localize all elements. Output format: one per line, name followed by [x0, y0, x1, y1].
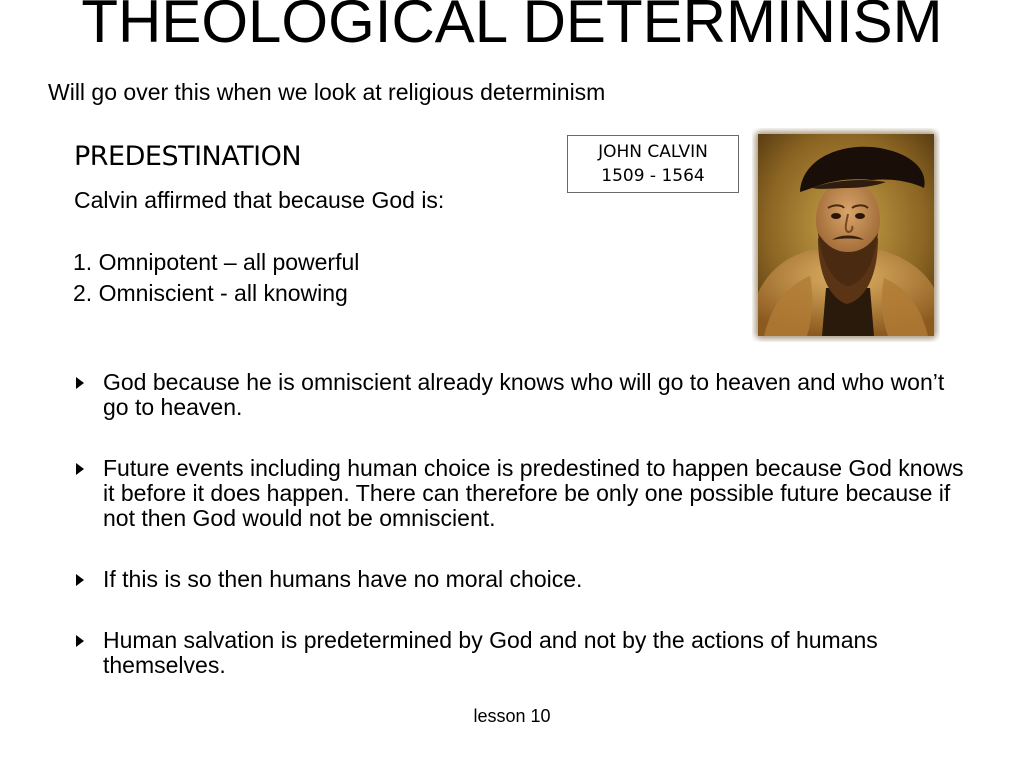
triangle-right-icon — [76, 463, 84, 475]
numbered-item: 1. Omnipotent – all powerful — [73, 249, 360, 275]
intro-text: Calvin affirmed that because God is: — [74, 187, 445, 213]
triangle-right-icon — [76, 635, 84, 647]
section-heading: PREDESTINATION — [74, 141, 302, 172]
slide-subtitle: Will go over this when we look at religious determinism — [48, 79, 606, 105]
portrait-caption-box — [567, 135, 739, 193]
john-calvin-portrait — [752, 128, 940, 342]
portrait-name: JOHN CALVIN — [598, 142, 708, 162]
bullet-text: Future events including human choice is predestined to happen because God knows it before it does happen. There can therefore be only one possible future because if not then God would not be omniscient. — [103, 455, 964, 531]
list-item — [76, 628, 976, 678]
numbered-list — [73, 247, 359, 309]
bullet-list — [76, 370, 976, 714]
slide-title: THEOLOGICAL DETERMINISM — [81, 0, 943, 55]
list-item — [76, 456, 976, 531]
numbered-item: 2. Omniscient - all knowing — [73, 280, 348, 306]
bullet-text: God because he is omniscient already knows who will go to heaven and who won’t go to heaven. — [103, 369, 945, 420]
bullet-text: If this is so then humans have no moral choice. — [103, 566, 583, 592]
list-item — [76, 370, 976, 420]
list-item — [76, 567, 976, 592]
triangle-right-icon — [76, 574, 84, 586]
bullet-text: Human salvation is predetermined by God and not by the actions of humans themselves. — [103, 627, 878, 678]
slide-footer: lesson 10 — [473, 706, 551, 726]
portrait-dates: 1509 - 1564 — [601, 166, 705, 186]
triangle-right-icon — [76, 377, 84, 389]
